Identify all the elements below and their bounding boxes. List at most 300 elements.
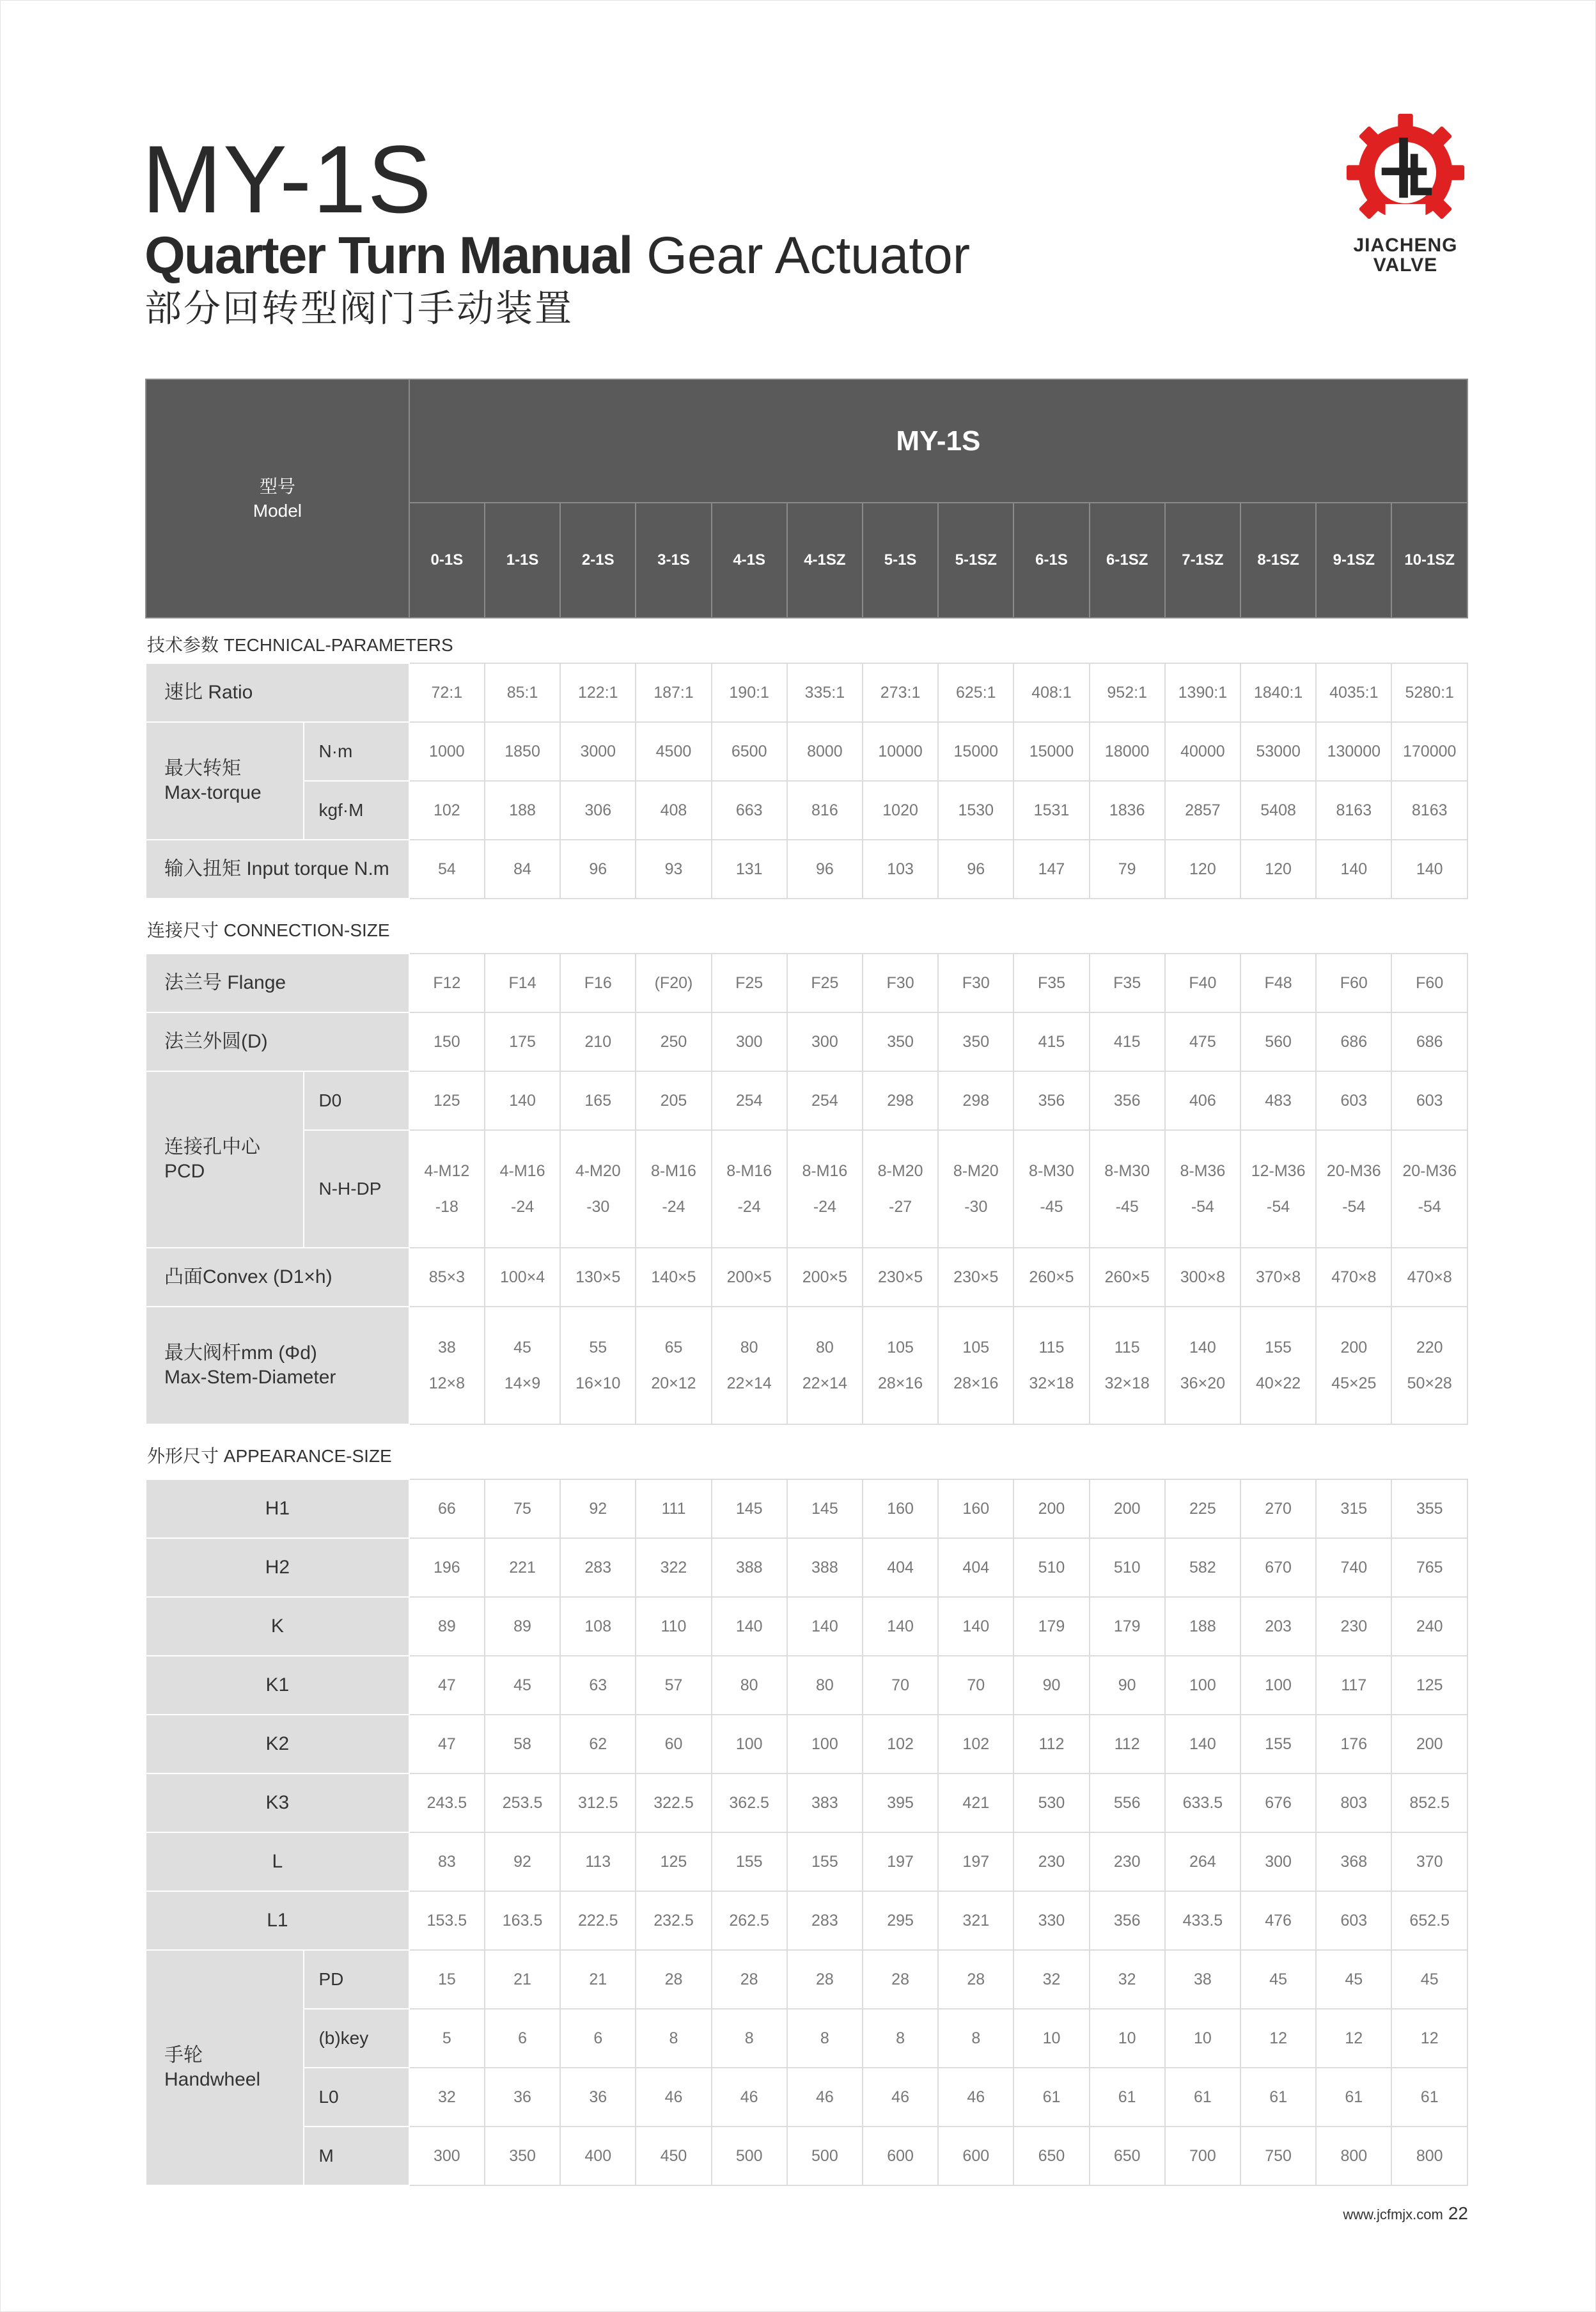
group-title: MY-1S — [409, 379, 1467, 503]
value-h1: 160 — [938, 1479, 1013, 1538]
value-flange: F12 — [409, 954, 485, 1012]
label-pd: PD — [304, 1950, 409, 2009]
value-input: 103 — [863, 840, 938, 899]
value-flange-d: 350 — [863, 1012, 938, 1071]
value-line-2: -45 — [1040, 1198, 1063, 1216]
row-k3 — [146, 1773, 1467, 1832]
value-k3: 633.5 — [1165, 1773, 1240, 1832]
model-code: 3-1S — [636, 503, 711, 618]
value-k: 179 — [1090, 1597, 1165, 1656]
value-d0: 603 — [1316, 1071, 1391, 1130]
value-h2: 740 — [1316, 1538, 1391, 1597]
value-kgfm: 1020 — [863, 781, 938, 840]
value-nhdp — [1391, 1130, 1467, 1248]
value-flange-d: 300 — [712, 1012, 787, 1071]
value-l0: 61 — [1013, 2068, 1089, 2127]
value-k2: 47 — [409, 1715, 485, 1773]
value-ratio: 72:1 — [409, 663, 485, 722]
value-nhdp — [787, 1130, 863, 1248]
value-line-2: -54 — [1342, 1198, 1366, 1216]
label-m: M — [304, 2127, 409, 2185]
row-k2 — [146, 1715, 1467, 1773]
value-h1: 111 — [636, 1479, 711, 1538]
value-line-1: 38 — [437, 1339, 456, 1357]
value-flange-d: 250 — [636, 1012, 711, 1071]
value-stem — [938, 1307, 1013, 1424]
label-h1: H1 — [146, 1479, 409, 1538]
value-k2: 102 — [863, 1715, 938, 1773]
section-appearance: 外形尺寸 APPEARANCE-SIZE — [146, 1424, 1467, 1479]
model-code: 2-1S — [560, 503, 636, 618]
row-handwheel-pd — [146, 1950, 1467, 2009]
value-l0: 46 — [863, 2068, 938, 2127]
value-l1: 476 — [1240, 1891, 1316, 1950]
value-k: 179 — [1013, 1597, 1089, 1656]
value-h1: 225 — [1165, 1479, 1240, 1538]
value-convex: 470×8 — [1316, 1248, 1391, 1307]
value-nm: 10000 — [863, 722, 938, 781]
value-m: 600 — [863, 2127, 938, 2185]
value-l0: 61 — [1240, 2068, 1316, 2127]
value-d0: 298 — [938, 1071, 1013, 1130]
value-kgfm: 1531 — [1013, 781, 1089, 840]
value-line-2: -24 — [813, 1198, 836, 1216]
value-bkey: 10 — [1090, 2009, 1165, 2068]
row-flange-d — [146, 1012, 1467, 1071]
value-flange-d: 560 — [1240, 1012, 1316, 1071]
value-m: 750 — [1240, 2127, 1316, 2185]
value-ratio: 273:1 — [863, 663, 938, 722]
value-stem — [560, 1307, 636, 1424]
logo-text-line2: VALVE — [1373, 255, 1438, 276]
value-d0: 165 — [560, 1071, 636, 1130]
value-l: 300 — [1240, 1832, 1316, 1891]
model-code: 6-1SZ — [1090, 503, 1165, 618]
value-nhdp — [560, 1130, 636, 1248]
value-l1: 330 — [1013, 1891, 1089, 1950]
value-kgfm: 2857 — [1165, 781, 1240, 840]
value-line-1: 4-M20 — [575, 1162, 621, 1180]
value-input: 140 — [1316, 840, 1391, 899]
value-line-2: -24 — [511, 1198, 535, 1216]
value-d0: 298 — [863, 1071, 938, 1130]
value-l1: 652.5 — [1391, 1891, 1467, 1950]
value-nm: 6500 — [712, 722, 787, 781]
value-k1: 45 — [485, 1656, 560, 1715]
value-d0: 603 — [1391, 1071, 1467, 1130]
value-ratio: 5280:1 — [1391, 663, 1467, 722]
value-stem — [1240, 1307, 1316, 1424]
value-line-2: 22×14 — [802, 1374, 847, 1392]
label-flange: 法兰号 Flange — [146, 954, 409, 1012]
value-stem — [712, 1307, 787, 1424]
value-l0: 61 — [1165, 2068, 1240, 2127]
value-k2: 100 — [787, 1715, 863, 1773]
model-code: 10-1SZ — [1391, 503, 1467, 618]
value-line-2: 36×20 — [1180, 1374, 1225, 1392]
value-kgfm: 1530 — [938, 781, 1013, 840]
value-d0: 254 — [712, 1071, 787, 1130]
value-flange-d: 175 — [485, 1012, 560, 1071]
value-k: 230 — [1316, 1597, 1391, 1656]
value-k3: 395 — [863, 1773, 938, 1832]
value-k1: 63 — [560, 1656, 636, 1715]
value-pd: 38 — [1165, 1950, 1240, 2009]
value-ratio: 187:1 — [636, 663, 711, 722]
value-nhdp — [1090, 1130, 1165, 1248]
value-l: 113 — [560, 1832, 636, 1891]
value-line-2: 40×22 — [1255, 1374, 1301, 1392]
value-d0: 483 — [1240, 1071, 1316, 1130]
value-m: 700 — [1165, 2127, 1240, 2185]
section-connection: 连接尺寸 CONNECTION-SIZE — [146, 899, 1467, 954]
value-m: 500 — [712, 2127, 787, 2185]
value-k1: 90 — [1090, 1656, 1165, 1715]
value-flange: F40 — [1165, 954, 1240, 1012]
value-stem — [636, 1307, 711, 1424]
value-h2: 221 — [485, 1538, 560, 1597]
value-nhdp — [409, 1130, 485, 1248]
value-l: 125 — [636, 1832, 711, 1891]
value-line-1: 8-M16 — [802, 1162, 848, 1180]
value-line-1: 105 — [887, 1339, 914, 1357]
value-pd: 28 — [787, 1950, 863, 2009]
model-code: 8-1SZ — [1240, 503, 1316, 618]
value-l0: 61 — [1316, 2068, 1391, 2127]
value-h2: 765 — [1391, 1538, 1467, 1597]
value-h1: 315 — [1316, 1479, 1391, 1538]
value-stem — [485, 1307, 560, 1424]
value-l0: 46 — [938, 2068, 1013, 2127]
value-convex: 200×5 — [787, 1248, 863, 1307]
value-convex: 85×3 — [409, 1248, 485, 1307]
value-flange-d: 686 — [1391, 1012, 1467, 1071]
value-pd: 28 — [863, 1950, 938, 2009]
value-stem — [863, 1307, 938, 1424]
value-kgfm: 306 — [560, 781, 636, 840]
value-k2: 100 — [712, 1715, 787, 1773]
value-k: 140 — [863, 1597, 938, 1656]
value-nm: 15000 — [1013, 722, 1089, 781]
value-input: 120 — [1240, 840, 1316, 899]
value-nhdp — [1013, 1130, 1089, 1248]
value-k: 89 — [409, 1597, 485, 1656]
value-k1: 80 — [712, 1656, 787, 1715]
value-m: 300 — [409, 2127, 485, 2185]
value-m: 650 — [1013, 2127, 1089, 2185]
value-nhdp — [485, 1130, 560, 1248]
value-line-1: 200 — [1340, 1339, 1368, 1357]
value-nm: 18000 — [1090, 722, 1165, 781]
value-k1: 80 — [787, 1656, 863, 1715]
value-k2: 60 — [636, 1715, 711, 1773]
value-line-2: -54 — [1267, 1198, 1290, 1216]
label-nm: N·m — [304, 722, 409, 781]
value-stem — [1316, 1307, 1391, 1424]
value-k: 108 — [560, 1597, 636, 1656]
value-k1: 100 — [1165, 1656, 1240, 1715]
value-line-2: -30 — [964, 1198, 988, 1216]
value-l1: 295 — [863, 1891, 938, 1950]
value-k3: 530 — [1013, 1773, 1089, 1832]
value-k2: 200 — [1391, 1715, 1467, 1773]
value-nm: 40000 — [1165, 722, 1240, 781]
value-h1: 75 — [485, 1479, 560, 1538]
row-handwheel-l0 — [146, 2068, 1467, 2127]
value-kgfm: 408 — [636, 781, 711, 840]
value-flange: F14 — [485, 954, 560, 1012]
value-ratio: 1840:1 — [1240, 663, 1316, 722]
label-max-torque-en: Max-torque — [164, 782, 262, 803]
model-code: 5-1S — [863, 503, 938, 618]
value-h1: 145 — [712, 1479, 787, 1538]
value-nm: 170000 — [1391, 722, 1467, 781]
value-flange: F25 — [787, 954, 863, 1012]
value-line-2: 12×8 — [428, 1374, 465, 1392]
value-pd: 21 — [485, 1950, 560, 2009]
value-convex: 260×5 — [1090, 1248, 1165, 1307]
row-l1 — [146, 1891, 1467, 1950]
value-nhdp — [1240, 1130, 1316, 1248]
value-convex: 140×5 — [636, 1248, 711, 1307]
row-max-torque-nm — [146, 722, 1467, 781]
value-l1: 356 — [1090, 1891, 1165, 1950]
value-nm: 15000 — [938, 722, 1013, 781]
value-pd: 21 — [560, 1950, 636, 2009]
value-line-2: -24 — [662, 1198, 685, 1216]
label-l1: L1 — [146, 1891, 409, 1950]
value-d0: 406 — [1165, 1071, 1240, 1130]
value-flange-d: 415 — [1090, 1012, 1165, 1071]
value-pd: 45 — [1391, 1950, 1467, 2009]
value-m: 350 — [485, 2127, 560, 2185]
value-flange: F16 — [560, 954, 636, 1012]
value-line-1: 80 — [815, 1339, 834, 1357]
spec-table — [145, 379, 1468, 2186]
value-line-2: 16×10 — [575, 1374, 621, 1392]
value-k: 203 — [1240, 1597, 1316, 1656]
value-convex: 300×8 — [1165, 1248, 1240, 1307]
model-code: 4-1SZ — [787, 503, 863, 618]
value-k: 89 — [485, 1597, 560, 1656]
model-header — [146, 379, 409, 618]
page-subtitle-cn: 部分回转型阀门手动装置 — [145, 288, 574, 329]
value-k: 140 — [712, 1597, 787, 1656]
value-h2: 388 — [787, 1538, 863, 1597]
value-l: 83 — [409, 1832, 485, 1891]
value-line-1: 220 — [1416, 1339, 1443, 1357]
value-flange: F25 — [712, 954, 787, 1012]
label-k1: K1 — [146, 1656, 409, 1715]
value-line-1: 20-M36 — [1402, 1162, 1457, 1180]
page-number: 22 — [1448, 2203, 1468, 2223]
model-label-en: Model — [253, 500, 302, 521]
value-h2: 582 — [1165, 1538, 1240, 1597]
value-line-2: 22×14 — [726, 1374, 772, 1392]
row-convex — [146, 1248, 1467, 1307]
value-l1: 283 — [787, 1891, 863, 1950]
label-l0: L0 — [304, 2068, 409, 2127]
label-nhdp: N-H-DP — [304, 1130, 409, 1248]
value-l1: 262.5 — [712, 1891, 787, 1950]
model-code: 0-1S — [409, 503, 485, 618]
label-max-torque — [146, 722, 304, 840]
value-line-2: 32×18 — [1029, 1374, 1074, 1392]
value-flange: F60 — [1316, 954, 1391, 1012]
value-k1: 47 — [409, 1656, 485, 1715]
value-nhdp — [938, 1130, 1013, 1248]
model-label-cn: 型号 — [259, 476, 295, 496]
value-line-1: 4-M12 — [424, 1162, 470, 1180]
value-line-1: 20-M36 — [1326, 1162, 1381, 1180]
value-h1: 66 — [409, 1479, 485, 1538]
value-input: 131 — [712, 840, 787, 899]
value-flange: (F20) — [636, 954, 711, 1012]
label-handwheel-en: Handwheel — [164, 2069, 261, 2090]
value-bkey: 6 — [485, 2009, 560, 2068]
value-pd: 28 — [636, 1950, 711, 2009]
value-line-1: 155 — [1265, 1339, 1292, 1357]
value-h2: 404 — [863, 1538, 938, 1597]
value-h2: 510 — [1013, 1538, 1089, 1597]
value-pd: 45 — [1316, 1950, 1391, 2009]
page-subtitle — [145, 224, 970, 288]
value-k1: 57 — [636, 1656, 711, 1715]
value-m: 650 — [1090, 2127, 1165, 2185]
value-stem — [1391, 1307, 1467, 1424]
value-line-2: -45 — [1115, 1198, 1139, 1216]
label-l: L — [146, 1832, 409, 1891]
value-line-2: 20×12 — [651, 1374, 696, 1392]
value-pd: 32 — [1090, 1950, 1165, 2009]
value-k: 188 — [1165, 1597, 1240, 1656]
value-convex: 130×5 — [560, 1248, 636, 1307]
section-technical: 技术参数 TECHNICAL-PARAMETERS — [146, 618, 1467, 663]
value-line-2: 50×28 — [1407, 1374, 1452, 1392]
value-h2: 283 — [560, 1538, 636, 1597]
value-l: 155 — [787, 1832, 863, 1891]
value-m: 400 — [560, 2127, 636, 2185]
value-kgfm: 8163 — [1316, 781, 1391, 840]
value-kgfm: 102 — [409, 781, 485, 840]
value-line-1: 105 — [962, 1339, 990, 1357]
value-k3: 556 — [1090, 1773, 1165, 1832]
value-flange-d: 475 — [1165, 1012, 1240, 1071]
row-pcd-nhdp — [146, 1130, 1467, 1248]
value-k3: 253.5 — [485, 1773, 560, 1832]
value-m: 450 — [636, 2127, 711, 2185]
value-convex: 230×5 — [863, 1248, 938, 1307]
value-h1: 200 — [1090, 1479, 1165, 1538]
value-bkey: 5 — [409, 2009, 485, 2068]
value-l: 155 — [712, 1832, 787, 1891]
value-l: 197 — [938, 1832, 1013, 1891]
value-l1: 232.5 — [636, 1891, 711, 1950]
label-h2: H2 — [146, 1538, 409, 1597]
value-line-2: -24 — [737, 1198, 761, 1216]
row-k — [146, 1597, 1467, 1656]
value-line-2: 28×16 — [877, 1374, 923, 1392]
value-ratio: 625:1 — [938, 663, 1013, 722]
logo-text-line1: JIACHENG — [1353, 235, 1458, 256]
row-h1 — [146, 1479, 1467, 1538]
value-k: 140 — [938, 1597, 1013, 1656]
value-k2: 155 — [1240, 1715, 1316, 1773]
value-line-2: 28×16 — [953, 1374, 999, 1392]
label-kgfm: kgf·M — [304, 781, 409, 840]
value-nhdp — [712, 1130, 787, 1248]
company-logo — [1342, 110, 1469, 283]
value-bkey: 12 — [1316, 2009, 1391, 2068]
value-k: 110 — [636, 1597, 711, 1656]
value-ratio: 1390:1 — [1165, 663, 1240, 722]
value-line-2: -54 — [1191, 1198, 1214, 1216]
value-line-1: 4-M16 — [499, 1162, 545, 1180]
value-flange: F30 — [863, 954, 938, 1012]
value-pd: 15 — [409, 1950, 485, 2009]
value-flange: F30 — [938, 954, 1013, 1012]
value-nm: 1850 — [485, 722, 560, 781]
value-bkey: 8 — [636, 2009, 711, 2068]
value-h2: 510 — [1090, 1538, 1165, 1597]
value-k2: 112 — [1090, 1715, 1165, 1773]
value-stem — [409, 1307, 485, 1424]
value-k3: 803 — [1316, 1773, 1391, 1832]
footer-url: www.jcfmjx.com — [1343, 2206, 1443, 2222]
page-title: MY-1S — [142, 125, 433, 233]
label-d0: D0 — [304, 1071, 409, 1130]
value-k1: 90 — [1013, 1656, 1089, 1715]
value-d0: 356 — [1013, 1071, 1089, 1130]
model-code: 4-1S — [712, 503, 787, 618]
value-nm: 53000 — [1240, 722, 1316, 781]
label-pcd — [146, 1071, 304, 1248]
value-h2: 322 — [636, 1538, 711, 1597]
value-k3: 852.5 — [1391, 1773, 1467, 1832]
value-nhdp — [1165, 1130, 1240, 1248]
model-code: 6-1S — [1013, 503, 1089, 618]
value-convex: 470×8 — [1391, 1248, 1467, 1307]
value-d0: 205 — [636, 1071, 711, 1130]
value-h2: 388 — [712, 1538, 787, 1597]
row-handwheel-key — [146, 2009, 1467, 2068]
value-h1: 160 — [863, 1479, 938, 1538]
value-l: 230 — [1013, 1832, 1089, 1891]
label-stem-cn: 最大阀杆mm (Φd) — [164, 1342, 317, 1364]
value-kgfm: 663 — [712, 781, 787, 840]
row-stem — [146, 1307, 1467, 1424]
value-kgfm: 8163 — [1391, 781, 1467, 840]
value-line-2: -18 — [435, 1198, 458, 1216]
value-m: 600 — [938, 2127, 1013, 2185]
value-h1: 355 — [1391, 1479, 1467, 1538]
subtitle-rest: Gear Actuator — [646, 226, 971, 285]
value-k3: 676 — [1240, 1773, 1316, 1832]
value-d0: 254 — [787, 1071, 863, 1130]
value-line-2: -54 — [1418, 1198, 1441, 1216]
value-pd: 32 — [1013, 1950, 1089, 2009]
label-convex: 凸面Convex (D1×h) — [146, 1248, 409, 1307]
model-code: 9-1SZ — [1316, 503, 1391, 618]
value-m: 500 — [787, 2127, 863, 2185]
value-l: 264 — [1165, 1832, 1240, 1891]
value-k1: 100 — [1240, 1656, 1316, 1715]
value-line-1: 115 — [1038, 1339, 1065, 1357]
value-bkey: 8 — [712, 2009, 787, 2068]
value-line-1: 140 — [1189, 1339, 1216, 1357]
value-l1: 163.5 — [485, 1891, 560, 1950]
value-input: 96 — [560, 840, 636, 899]
